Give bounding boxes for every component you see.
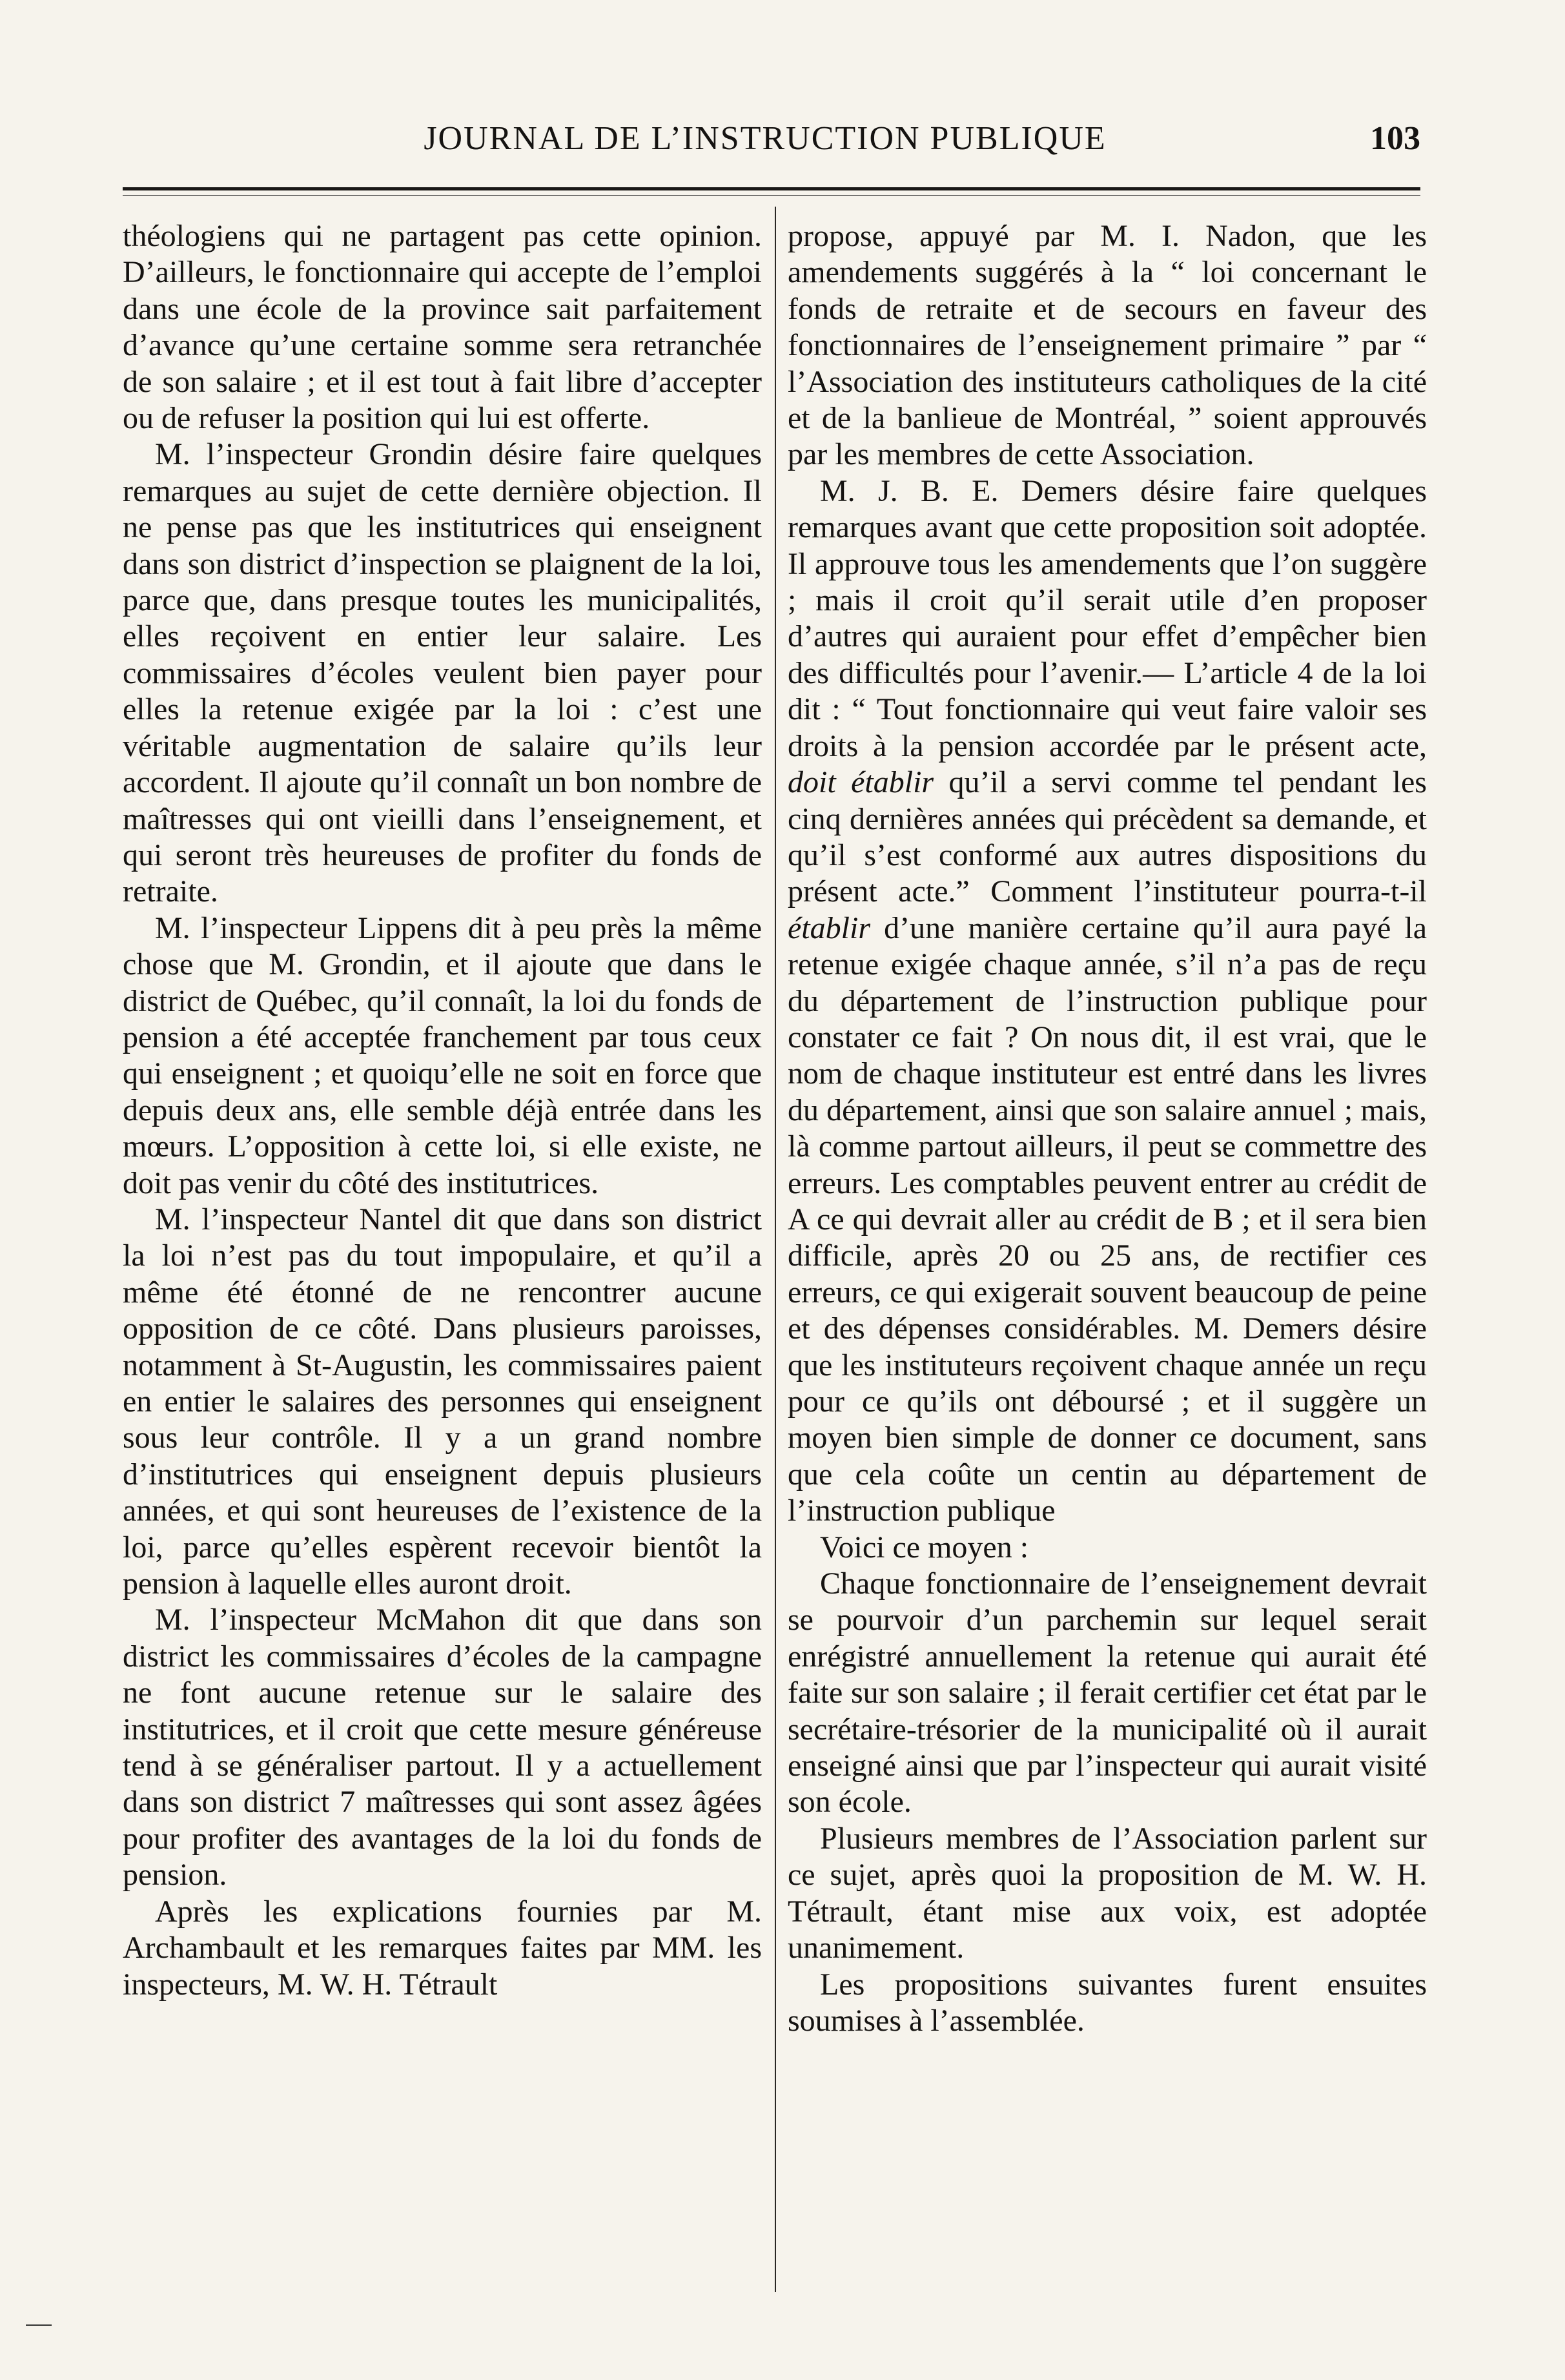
running-title: JOURNAL DE L’INSTRUCTION PUBLIQUE [424,120,1107,157]
paragraph: M. l’inspecteur Nantel dit que dans son district la loi n’est pas du tout impopulaire, et qu’il a même été étonné de ne rencontrer aucune opposition de ce côté. Dans plusieurs paroisses, notamment à St-Augustin, les commissaires paient en entier le salaires des personnes qui enseignent sous leur contrôle. Il y a un grand nombre d’institutrices qui enseignent depuis plusieurs années, et qui sont heureuses de l’existence de la loi, parce qu’elles espèrent recevoir bientôt la pension à laquelle elles auront droit. [123,1202,762,1601]
paragraph: Voici ce moyen : [820,1530,1029,1564]
paragraph-text: qu’il a servi comme tel pendant les cinq dernières années qui précèdent sa demande, et qu’il s’est conformé aux autres dispositions du présent acte.” Comment l’instituteur pourra-t-il [788,765,1427,909]
right-column [788,218,1427,2039]
paragraph: M. l’inspecteur Grondin désire faire quelques remarques au sujet de cette dernière objection. Il ne pense pas que les institutrices qui enseignent dans son district d’inspection se plaignent de la loi, parce que, dans presque toutes les municipalités, elles reçoivent en entier leur salaire. Les commissaires d’écoles veulent bien payer pour elles la retenue exigée par la loi : c’est une véritable augmentation de salaire qu’ils leur accordent. Il ajoute qu’il connaît un bon nombre de maîtresses qui ont vieilli dans l’enseignement, et qui seront très heureuses de profiter du fonds de retraite. [123,437,762,909]
column-divider [775,207,776,2292]
paragraph: M. l’inspecteur Lippens dit à peu près la même chose que M. Grondin, et il ajoute que dans le district de Québec, qu’il connaît, la loi du fonds de pension a été acceptée franchement par tous ceux qui enseignent ; et quoiqu’elle ne soit en force que depuis deux ans, elle semble déjà entrée dans les mœurs. L’opposition à cette loi, si elle existe, ne doit pas venir du côté des institutrices. [123,910,762,1200]
page-header [110,113,1420,165]
page-number: 103 [1370,120,1420,157]
paragraph: M. l’inspecteur McMahon dit que dans son district les commissaires d’écoles de la campagne ne font aucune retenue sur le salaire des institutrices, et il croit que cette mesure généreuse tend à se généraliser partout. Il y a actuellement dans son district 7 maîtresses qui sont assez âgées pour profiter des avantages de la loi du fonds de pension. [123,1603,762,1893]
header-rule [123,187,1420,190]
paragraph: propose, appuyé par M. I. Nadon, que les amendements suggérés à la “ loi concernant le fonds de retraite et de secours en faveur des fonctionnaires de l’enseignement primaire ” par “ l’Association des instituteurs catholiques de la cité et de la banlieue de Montréal, ” soient approuvés par les membres de cette Association. [788,219,1427,472]
paragraph: Les propositions suivantes furent ensuites soumises à l’assemblée. [788,1967,1427,2038]
paragraph: Plusieurs membres de l’Association parlent sur ce sujet, après quoi la proposition de M. W. H. Tétrault, étant mise aux voix, est adoptée unanimement. [788,1821,1427,1965]
paragraph-text: d’une manière certaine qu’il aura payé la retenue exigée chaque année, s’il n’a pas de reçu du département de l’instruction publique pour constater ce fait ? On nous dit, il est vrai, que le nom de chaque instituteur est entré dans les livres du département, ainsi que son salaire annuel ; mais, là comme partout ailleurs, il peut se commettre des erreurs. Les comptables peuvent entrer au crédit de A ce qui devrait aller au crédit de B ; et il sera bien difficile, après 20 ou 25 ans, de rectifier ces erreurs, ce qui exigerait souvent beaucoup de peine et des dépenses considérables. M. Demers désire que les instituteurs reçoivent chaque année un reçu pour ce qu’ils ont déboursé ; et il suggère un moyen bien simple de donner ce document, sans que cela coûte un centin au département de l’instruction publique [788,910,1427,1528]
left-column [123,218,762,2003]
paragraph: Chaque fonctionnaire de l’enseignement devrait se pourvoir d’un parchemin sur lequel serait enrégistré annuellement la retenue qui aurait été faite sur son salaire ; il ferait certifier cet état par le secrétaire-trésorier de la municipalité où il aurait enseigné ainsi que par l’inspecteur qui aurait visité son école. [788,1566,1427,1820]
header-rule-thin [123,195,1420,196]
paragraph: Après les explications fournies par M. Archambault et les remarques faites par MM. les inspecteurs, M. W. H. Tétrault [123,1894,762,2002]
paragraph-text: M. J. B. E. Demers désire faire quelques remarques avant que cette proposition soit adoptée. Il approuve tous les amendements que l’on suggère ; mais il croit qu’il serait utile d’en proposer d’autres qui auraient pour effet d’empêcher bien des difficultés pour l’avenir.— L’article 4 de la loi dit : “ Tout fonctionnaire qui veut faire valoir ses droits à la pension accordée par le présent acte, [788,473,1427,763]
paragraph: théologiens qui ne partagent pas cette opinion. D’ailleurs, le fonctionnaire qui accepte de l’emploi dans une école de la province sait parfaitement d’avance qu’une certaine somme sera retranchée de son salaire ; et il est tout à fait libre d’accepter ou de refuser la position qui lui est offerte. [123,219,762,436]
paragraph [788,473,1427,1530]
italic-text: doit établir [788,765,934,800]
margin-mark [26,2324,52,2326]
italic-text: établir [788,910,870,945]
